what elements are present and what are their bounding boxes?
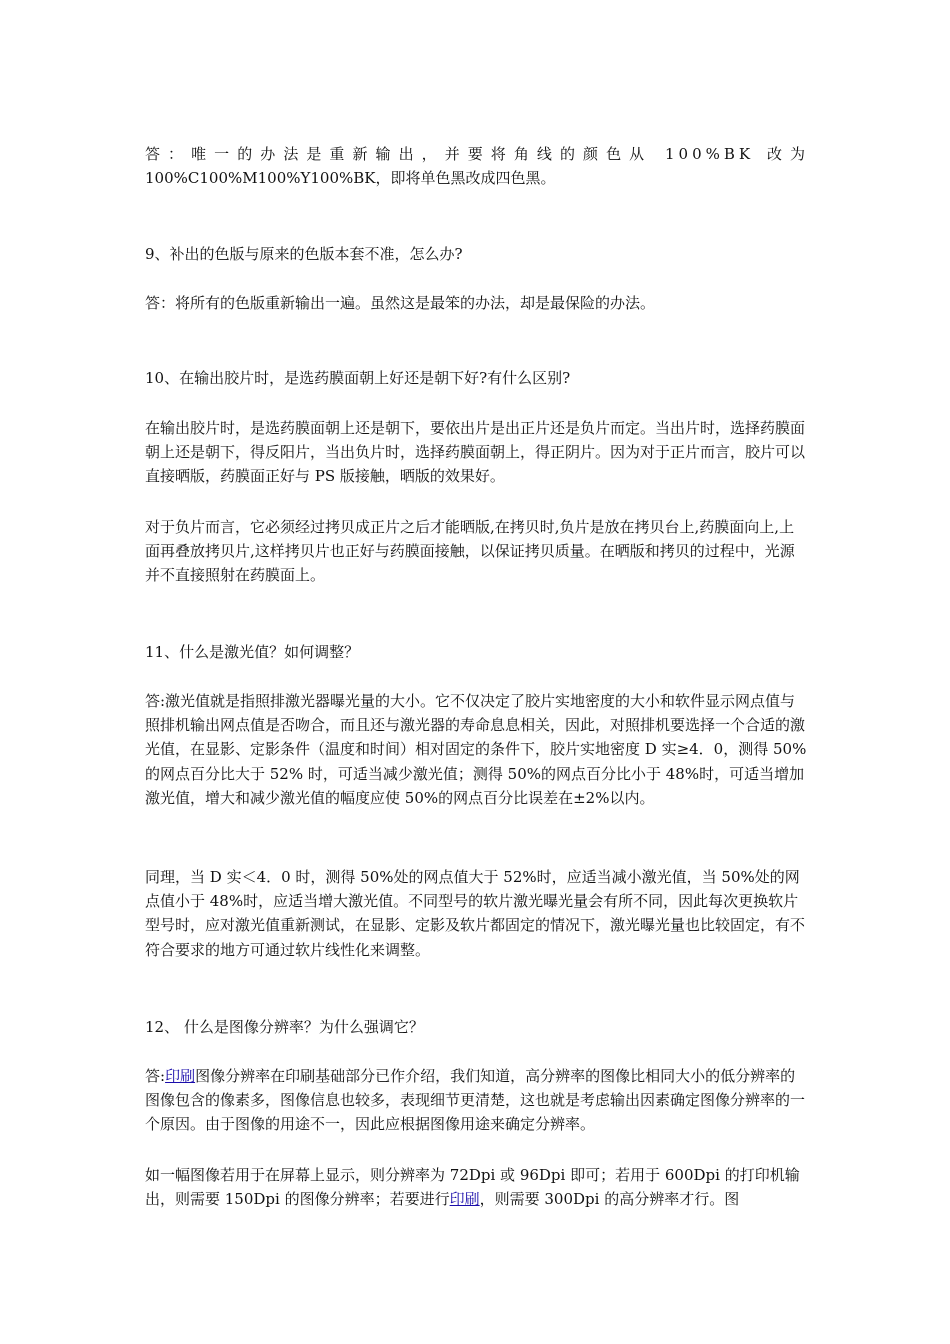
answer-11-paragraph-2: 同理，当 D 实＜4．0 时，测得 50%处的网点值大于 52%时，应适当减小激光值，当 50%处的网点值小于 48%时，应适当增大激光值。不同型号的软片激光曝光量会有所不同，因此每次更换软片型号时，应对激光值重新测试，在显影、定影及软片都固定的情况下，激光曝光量也比较固定，有不符合要求的地方可通过软片线性化来调整。 [145, 868, 806, 959]
question-9: 9、补出的色版与原来的色版本套不准，怎么办? [145, 245, 463, 263]
answer-8-line-1: 答：唯一的办法是重新输出，并要将角线的颜色从 100%BK 改为 [145, 145, 809, 163]
answer-9: 答：将所有的色版重新输出一遍。虽然这是最笨的办法，却是最保险的办法。 [145, 294, 656, 312]
answer-10-paragraph-1: 在输出胶片时，是选药膜面朝上还是朝下，要依出片是出正片还是负片而定。当出片时，选择药膜面朝上还是朝下，得反阳片，当出负片时，选择药膜面朝上，得正阴片。因为对于正片而言，胶片可以直接晒版，药膜面正好与 PS 版接触，晒版的效果好。 [145, 419, 806, 486]
answer-12-paragraph-1-text: 图像分辨率在印刷基础部分已作介绍，我们知道，高分辨率的图像比相同大小的低分辨率的图像包含的像素多，图像信息也较多，表现细节更清楚，这也就是考虑输出因素确定图像分辨率的一个原因。由于图像的用途不一，因此应根据图像用途来确定分辨率。 [145, 1067, 806, 1134]
answer-8-line-2: 100%C100%M100%Y100%BK，即将单色黑改成四色黑。 [145, 169, 556, 187]
printing-link-2[interactable]: 印刷 [449, 1190, 480, 1209]
answer-12-paragraph-1 [145, 1064, 809, 1137]
answer-12-paragraph-2-text-a: 如一幅图像若用于在屏幕上显示，则分辨率为 72Dpi 或 96Dpi 即可；若用于 600Dpi 的打印机输出，则需要 150Dpi 的图像分辨率；若要进行 [145, 1166, 800, 1209]
answer-12-prefix: 答: [145, 1067, 166, 1085]
question-12: 12、 什么是图像分辨率？为什么强调它？ [145, 1018, 424, 1036]
answer-10-paragraph-2: 对于负片而言，它必须经过拷贝成正片之后才能晒版,在拷贝时,负片是放在拷贝台上,药膜面向上,上面再叠放拷贝片,这样拷贝片也正好与药膜面接触，以保证拷贝质量。在晒版和拷贝的过程中，光源并不直接照射在药膜面上。 [145, 518, 795, 585]
question-11: 11、什么是激光值？如何调整？ [145, 643, 360, 661]
answer-12-paragraph-2-text-b: ，则需要 300Dpi 的高分辨率才行。图 [479, 1190, 740, 1209]
question-10: 10、在输出胶片时，是选药膜面朝上好还是朝下好?有什么区别? [145, 369, 571, 387]
printing-link[interactable]: 印刷 [165, 1067, 196, 1085]
answer-12-paragraph-2 [145, 1163, 809, 1211]
answer-11-paragraph-1: 答:激光值就是指照排激光器曝光量的大小。它不仅决定了胶片实地密度的大小和软件显示网点值与照排机输出网点值是否吻合，而且还与激光器的寿命息息相关，因此，对照排机要选择一个合适的激光值，在显影、定影条件（温度和时间）相对固定的条件下，胶片实地密度 D 实≥4．0，测得 50%的网点百分比大于 52% 时，可适当减少激光值；测得 50%的网点百分比小于 48%时，可适当增加激光值，增大和减少激光值的幅度应使 50%的网点百分比误差在±2%以内。 [145, 692, 807, 807]
